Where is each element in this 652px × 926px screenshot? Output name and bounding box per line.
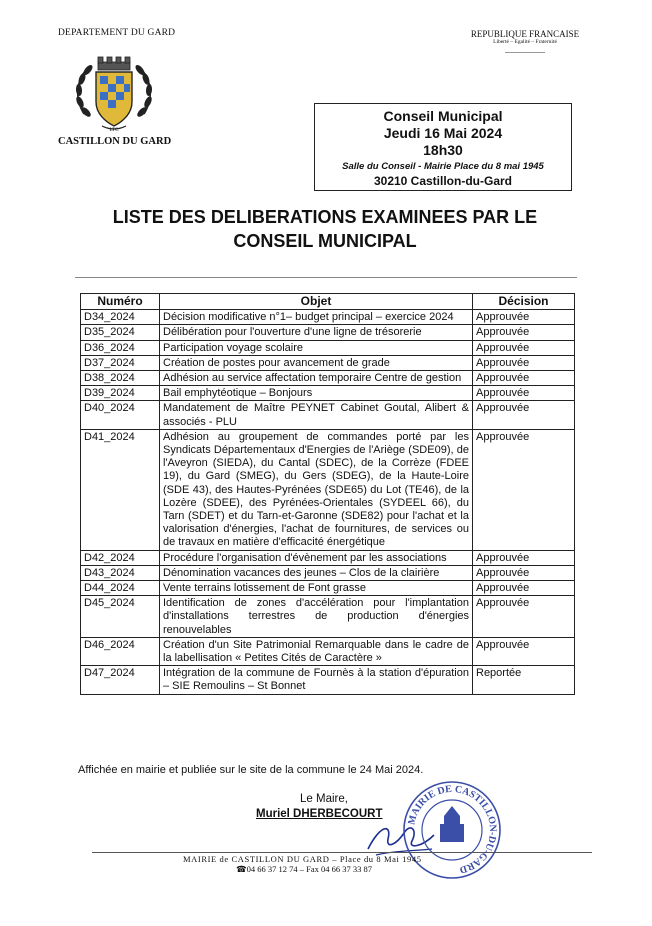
row-subject: Décision modificative n°1– budget principal – exercice 2024 (160, 310, 473, 325)
header-numero: Numéro (81, 294, 160, 310)
table-row (81, 596, 575, 638)
town-name: CASTILLON DU GARD (58, 136, 172, 147)
header-objet: Objet (160, 294, 473, 310)
official-stamp-icon (400, 778, 504, 882)
row-number: D40_2024 (81, 401, 160, 429)
table-row (81, 340, 575, 355)
table-row (81, 386, 575, 401)
row-decision: Approuvée (473, 340, 575, 355)
table-row (81, 401, 575, 429)
title-line-2: CONSEIL MUNICIPAL (233, 231, 417, 251)
row-number: D46_2024 (81, 637, 160, 665)
title-divider (75, 277, 577, 278)
row-decision: Approuvée (473, 637, 575, 665)
table-row (81, 637, 575, 665)
municipal-crest-icon (72, 52, 156, 136)
row-subject: Création d'un Site Patrimonial Remarquable dans le cadre de la labellisation « Petites Cités de Caractère » (160, 637, 473, 665)
footer-contact: ☎04 66 37 12 74 – Fax 04 66 37 33 87 (236, 864, 372, 874)
row-decision: Approuvée (473, 386, 575, 401)
mayor-name: Muriel DHERBECOURT (256, 808, 383, 820)
row-decision: Approuvée (473, 401, 575, 429)
meeting-city: 30210 Castillon-du-Gard (373, 174, 513, 188)
republic-label: REPUBLIQUE FRANCAISE (470, 29, 580, 39)
crest-caption: LTC (109, 128, 119, 133)
table-row (81, 371, 575, 386)
row-number: D47_2024 (81, 666, 160, 694)
table-row (81, 550, 575, 565)
row-decision: Reportée (473, 666, 575, 694)
row-subject: Dénomination vacances des jeunes – Clos de la clairière (160, 565, 473, 580)
stamp-text: MAIRIE DE CASTILLON-DU-GARD (406, 783, 499, 876)
row-number: D34_2024 (81, 310, 160, 325)
publication-note: Affichée en mairie et publiée sur le site de la commune le 24 Mai 2024. (78, 764, 424, 776)
row-decision: Approuvée (473, 429, 575, 550)
motto-divider (505, 52, 545, 53)
meeting-time: 18h30 (423, 142, 463, 158)
row-subject: Adhésion au service affectation temporaire Centre de gestion (160, 371, 473, 386)
header-decision: Décision (473, 294, 575, 310)
republic-motto: Liberté – Egalité – Fraternité (493, 39, 557, 45)
row-subject: Bail emphytéotique – Bonjours (160, 386, 473, 401)
row-decision: Approuvée (473, 371, 575, 386)
row-decision: Approuvée (473, 310, 575, 325)
meeting-body: Conseil Municipal (383, 108, 503, 124)
row-decision: Approuvée (473, 325, 575, 340)
page-title (60, 205, 590, 253)
row-number: D37_2024 (81, 355, 160, 370)
row-number: D45_2024 (81, 596, 160, 638)
row-subject: Création de postes pour avancement de grade (160, 355, 473, 370)
table-row (81, 310, 575, 325)
table-row (81, 666, 575, 694)
table-header-row (81, 294, 575, 310)
row-number: D42_2024 (81, 550, 160, 565)
row-subject: Procédure l'organisation d'évènement par les associations (160, 550, 473, 565)
meeting-date: Jeudi 16 Mai 2024 (383, 125, 503, 141)
department-label: DEPARTEMENT DU GARD (58, 28, 176, 38)
table-row (81, 325, 575, 340)
row-decision: Approuvée (473, 355, 575, 370)
row-decision: Approuvée (473, 550, 575, 565)
row-decision: Approuvée (473, 596, 575, 638)
row-subject: Délibération pour l'ouverture d'une ligne de trésorerie (160, 325, 473, 340)
meeting-venue: Salle du Conseil - Mairie Place du 8 mai 1945 (342, 161, 544, 172)
row-subject: Vente terrains lotissement de Font grasse (160, 581, 473, 596)
row-subject: Participation voyage scolaire (160, 340, 473, 355)
table-row (81, 565, 575, 580)
row-subject: Mandatement de Maître PEYNET Cabinet Goutal, Alibert & associés - PLU (160, 401, 473, 429)
row-number: D36_2024 (81, 340, 160, 355)
row-decision: Approuvée (473, 565, 575, 580)
title-line-1: LISTE DES DELIBERATIONS EXAMINEES PAR LE (112, 207, 538, 227)
row-number: D41_2024 (81, 429, 160, 550)
table-row (81, 429, 575, 550)
row-number: D35_2024 (81, 325, 160, 340)
footer-divider (92, 852, 592, 853)
row-decision: Approuvée (473, 581, 575, 596)
row-number: D43_2024 (81, 565, 160, 580)
deliberations-table (80, 293, 575, 695)
row-subject: Intégration de la commune de Fournès à la station d'épuration – SIE Remoulins – St Bonnet (160, 666, 473, 694)
table-row (81, 581, 575, 596)
footer-address: MAIRIE de CASTILLON DU GARD – Place du 8 Mai 1945 (183, 854, 422, 864)
meeting-info-box (314, 103, 572, 191)
table-row (81, 355, 575, 370)
row-number: D39_2024 (81, 386, 160, 401)
mayor-role: Le Maire, (300, 793, 348, 805)
row-number: D44_2024 (81, 581, 160, 596)
row-subject: Adhésion au groupement de commandes porté par les Syndicats Départementaux d'Energies de l'Ariège (SDE09), de l'Aveyron (SIEDA), du Cantal (SDEC), de la Corrèze (FDEE 19), du Gard (SMEG), du Gers (SDEG), de la Haute-Loire (SDE 43), des Hautes-Pyrénées (SDE65) du Lot (TE46), de la Lozère (SDEE), des Pyrénées-Orientales (SYDEEL 66), du Tarn (SDET) et du Tarn-et-Garonne (SDE82) pour l'achat et la valorisation d'énergies, l'achat de fournitures, de services ou de travaux en matière d'efficacité énergétique (160, 429, 473, 550)
row-number: D38_2024 (81, 371, 160, 386)
row-subject: Identification de zones d'accélération pour l'implantation d'installations terrestres de production d'énergies renouvelables (160, 596, 473, 638)
